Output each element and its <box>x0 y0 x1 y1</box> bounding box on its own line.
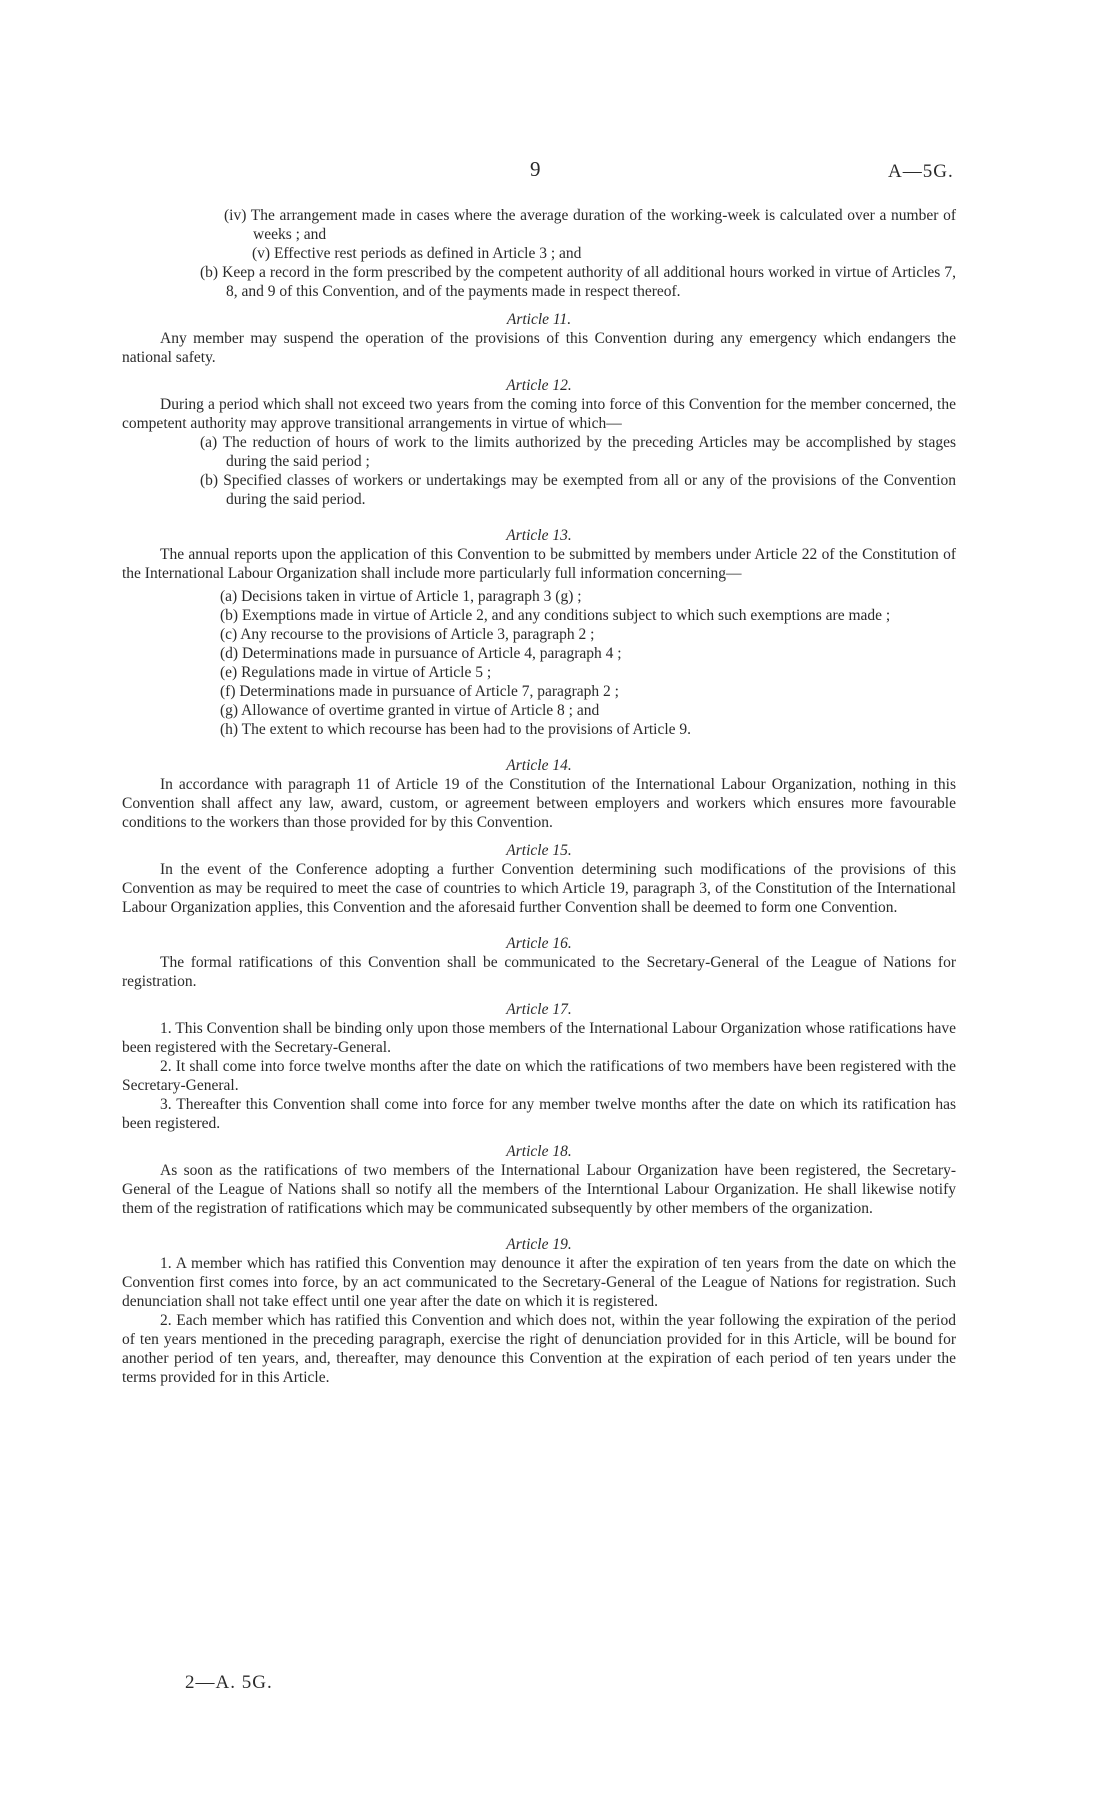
article-13-heading: Article 13. <box>506 527 572 544</box>
article-15-paragraph: In the event of the Conference adopting a further Convention determining such modifications of the provisions of this Convention as may be required to meet the case of countries to which Article 19, paragraph 3, of the Constitution of the International Labour Organization applies, this Convention and the aforesaid further Convention shall be deemed to form one Convention. <box>122 861 956 916</box>
article-19-paragraph-2: 2. Each member which has ratified this Convention and which does not, within the year following the expiration of the period of ten years mentioned in the preceding paragraph, exercise the right of denunciation provided for in this Article, will be bound for another period of ten years, and, thereafter, may denounce this Convention at the expiration of each period of ten years under the terms provided for in this Article. <box>122 1312 956 1386</box>
article-19-paragraph-1: 1. A member which has ratified this Convention may denounce it after the expiration of ten years from the date on which the Convention first comes into force, by an act communicated to the Secretary-General of the League of Nations for registration. Such denunciation shall not take effect until one year after the date on which it is registered. <box>122 1255 956 1310</box>
article-13-item-e: (e) Regulations made in virtue of Article 5 ; <box>220 664 492 681</box>
article-14-heading: Article 14. <box>506 757 572 774</box>
document-body <box>122 206 956 1387</box>
printer-signature: 2—A. 5G. <box>185 1672 273 1693</box>
article-13-item-b: (b) Exemptions made in virtue of Article 2, and any conditions subject to which such exemptions are made ; <box>220 607 891 624</box>
article-18-paragraph: As soon as the ratifications of two members of the International Labour Organization have been registered, the Secretary-General of the League of Nations shall so notify all the members of the Interntional Labour Organization. He shall likewise notify them of the registration of ratifications which may be communicated subsequently by other members of the organization. <box>122 1162 956 1217</box>
article-13-item-c: (c) Any recourse to the provisions of Article 3, paragraph 2 ; <box>220 626 595 643</box>
article-15-heading: Article 15. <box>506 842 572 859</box>
article-12-heading: Article 12. <box>506 377 572 394</box>
article-16-paragraph: The formal ratifications of this Convention shall be communicated to the Secretary-General of the League of Nations for registration. <box>122 954 956 990</box>
article-14-paragraph: In accordance with paragraph 11 of Article 19 of the Constitution of the International Labour Organization, nothing in this Convention shall affect any law, award, custom, or agreement between employers and workers which ensures more favourable conditions to the workers than those provided for by this Convention. <box>122 776 956 831</box>
article-11-paragraph: Any member may suspend the operation of the provisions of this Convention during any emergency which endangers the national safety. <box>122 330 956 366</box>
intro-item-iv: (iv) The arrangement made in cases where the average duration of the working-week is calculated over a number of weeks ; and <box>224 207 956 243</box>
article-19-heading: Article 19. <box>506 1236 572 1253</box>
article-16-heading: Article 16. <box>506 935 572 952</box>
article-13-item-d: (d) Determinations made in pursuance of Article 4, paragraph 4 ; <box>220 645 622 662</box>
article-13-item-g: (g) Allowance of overtime granted in virtue of Article 8 ; and <box>220 702 600 719</box>
article-17-paragraph-3: 3. Thereafter this Convention shall come into force for any member twelve months after the date on which its ratification has been registered. <box>122 1096 956 1132</box>
article-13-paragraph: The annual reports upon the application of this Convention to be submitted by members under Article 22 of the Constitution of the International Labour Organization shall include more particularly full information concerning— <box>122 546 956 582</box>
article-12-paragraph: During a period which shall not exceed two years from the coming into force of this Convention for the member concerned, the competent authority may approve transitional arrangements in virtue of which— <box>122 396 956 432</box>
article-12-item-a: (a) The reduction of hours of work to the limits authorized by the preceding Articles may be accomplished by stages during the said period ; <box>200 434 956 470</box>
article-17-paragraph-1: 1. This Convention shall be binding only upon those members of the International Labour Organization whose ratifications have been registered with the Secretary-General. <box>122 1020 956 1056</box>
intro-item-v: (v) Effective rest periods as defined in Article 3 ; and <box>252 245 582 262</box>
article-17-paragraph-2: 2. It shall come into force twelve months after the date on which the ratifications of two members have been registered with the Secretary-General. <box>122 1058 956 1094</box>
intro-item-b: (b) Keep a record in the form prescribed by the competent authority of all additional hours worked in virtue of Articles 7, 8, and 9 of this Convention, and of the payments made in respect thereof. <box>200 264 956 300</box>
article-17-heading: Article 17. <box>506 1001 572 1018</box>
document-reference: A—5G. <box>888 161 954 182</box>
article-12-item-b: (b) Specified classes of workers or undertakings may be exempted from all or any of the provisions of the Convention during the said period. <box>200 472 956 508</box>
article-18-heading: Article 18. <box>506 1143 572 1160</box>
article-13-item-f: (f) Determinations made in pursuance of Article 7, paragraph 2 ; <box>220 683 619 700</box>
article-13-item-a: (a) Decisions taken in virtue of Article 1, paragraph 3 (g) ; <box>220 588 582 605</box>
article-11-heading: Article 11. <box>506 311 572 328</box>
page-number: 9 <box>530 157 541 181</box>
article-13-item-h: (h) The extent to which recourse has been had to the provisions of Article 9. <box>220 721 692 738</box>
